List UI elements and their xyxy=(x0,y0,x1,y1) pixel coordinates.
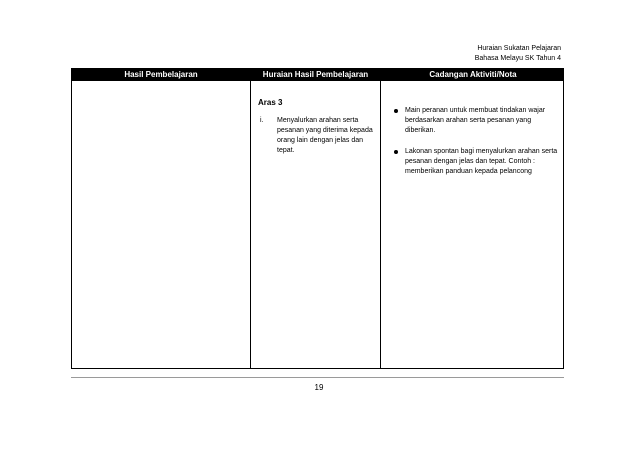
document-header xyxy=(475,44,561,64)
activity-text: Main peranan untuk membuat tindakan wajar berdasarkan arahan serta pesanan yang diberikan. xyxy=(405,107,546,134)
column-header-huraian: Huraian Hasil Pembelajaran xyxy=(262,70,369,79)
bullet-icon xyxy=(394,109,398,113)
activity-list xyxy=(392,106,560,188)
page-number: 19 xyxy=(314,383,324,392)
level-heading: Aras 3 xyxy=(258,98,283,107)
column-divider xyxy=(380,69,381,368)
column-header-hasil: Hasil Pembelajaran xyxy=(124,70,198,79)
activity-item xyxy=(392,147,560,177)
header-subtitle: Bahasa Melayu SK Tahun 4 xyxy=(474,55,561,62)
footer-divider xyxy=(71,377,564,378)
item-text: Menyalurkan arahan serta pesanan yang diterima kepada orang lain dengan jelas dan tepat. xyxy=(277,117,373,154)
bullet-icon xyxy=(394,150,398,154)
header-title: Huraian Sukatan Pelajaran xyxy=(477,45,561,52)
syllabus-table xyxy=(71,68,564,369)
activity-text: Lakonan spontan bagi menyalurkan arahan serta pesanan dengan jelas dan tepat. Contoh : memberikan panduan kepada pelancong xyxy=(405,148,558,175)
activity-item xyxy=(392,106,560,136)
table-header-row xyxy=(72,69,563,81)
column-divider xyxy=(250,69,251,368)
huraian-list-item xyxy=(260,116,375,156)
column-header-cadangan: Cadangan Aktiviti/Nota xyxy=(429,70,517,79)
item-number: i. xyxy=(260,117,264,124)
